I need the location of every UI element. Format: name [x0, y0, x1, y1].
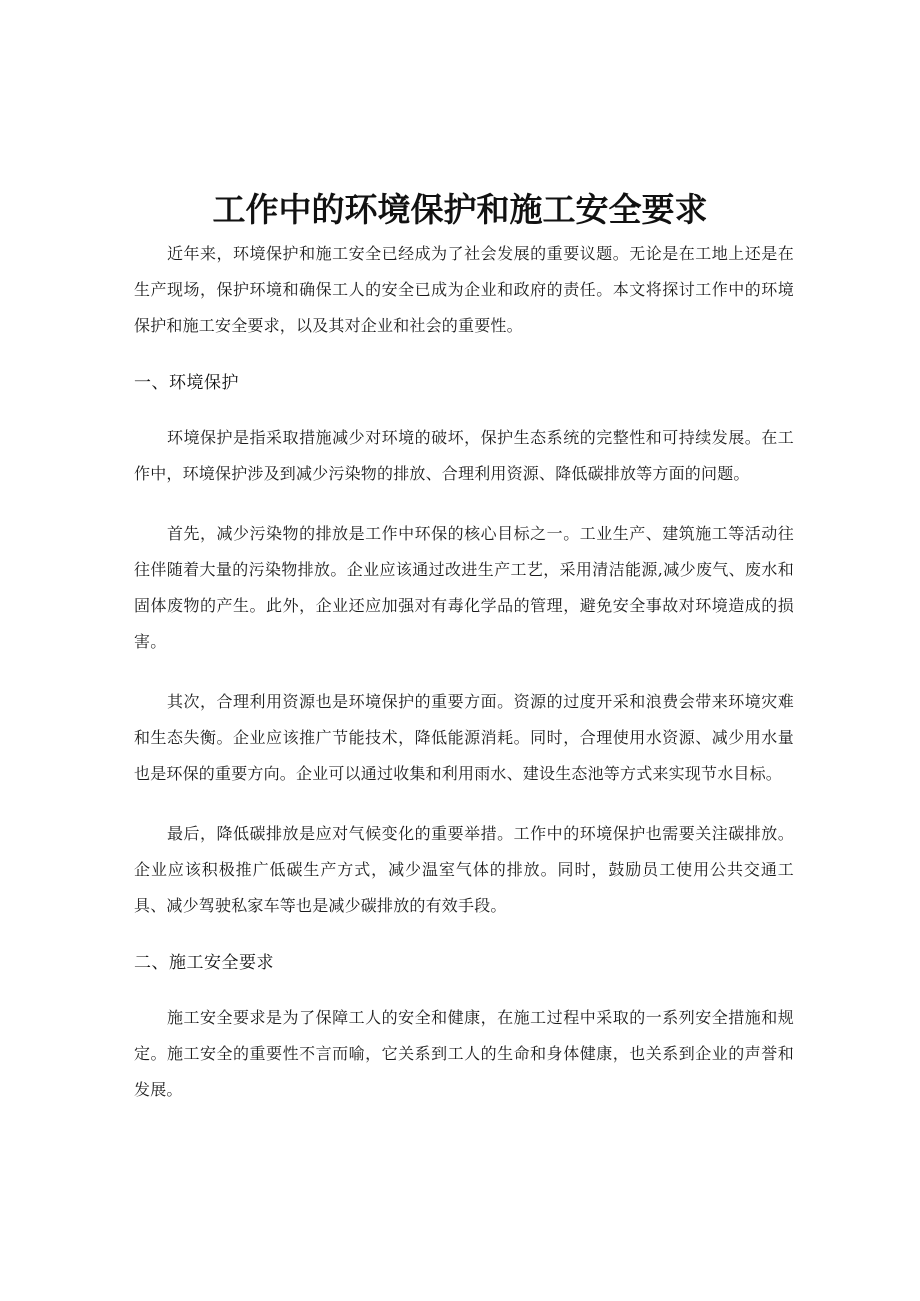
paragraph: 施工安全要求是为了保障工人的安全和健康，在施工过程中采取的一系列安全措施和规定。施工安全的重要性不言而喻，它关系到工人的生命和身体健康，也关系到企业的声誉和发展。	[134, 1008, 794, 1099]
paragraph: 其次，合理利用资源也是环境保护的重要方面。资源的过度开采和浪费会带来环境灾难和生态失衡。企业应该推广节能技术，降低能源消耗。同时，合理使用水资源、减少用水量也是环保的重要方向。企业可以通过收集和利用雨水、建设生态池等方式来实现节水目标。	[134, 692, 794, 783]
paragraph: 首先，减少污染物的排放是工作中环保的核心目标之一。工业生产、建筑施工等活动往往伴随着大量的污染物排放。企业应该通过改进生产工艺，采用清洁能源,减少废气、废水和固体废物的产生。此外，企业还应加强对有毒化学品的管理，避免安全事故对环境造成的损害。	[134, 524, 794, 651]
intro-paragraph: 近年来，环境保护和施工安全已经成为了社会发展的重要议题。无论是在工地上还是在生产现场，保护环境和确保工人的安全已成为企业和政府的责任。本文将探讨工作中的环境保护和施工安全要求，以及其对企业和社会的重要性。	[134, 244, 794, 335]
section-heading-construction-safety: 二、施工安全要求	[134, 953, 274, 973]
document-body	[134, 236, 794, 1132]
section-heading-environment: 一、环境保护	[134, 373, 239, 393]
paragraph: 环境保护是指采取措施减少对环境的破坏，保护生态系统的完整性和可持续发展。在工作中，环境保护涉及到减少污染物的排放、合理利用资源、降低碳排放等方面的问题。	[134, 428, 794, 483]
paragraph: 最后，降低碳排放是应对气候变化的重要举措。工作中的环境保护也需要关注碳排放。企业应该积极推广低碳生产方式，减少温室气体的排放。同时，鼓励员工使用公共交通工具、减少驾驶私家车等也是减少碳排放的有效手段。	[134, 824, 794, 915]
document-title: 工作中的环境保护和施工安全要求	[212, 190, 708, 230]
